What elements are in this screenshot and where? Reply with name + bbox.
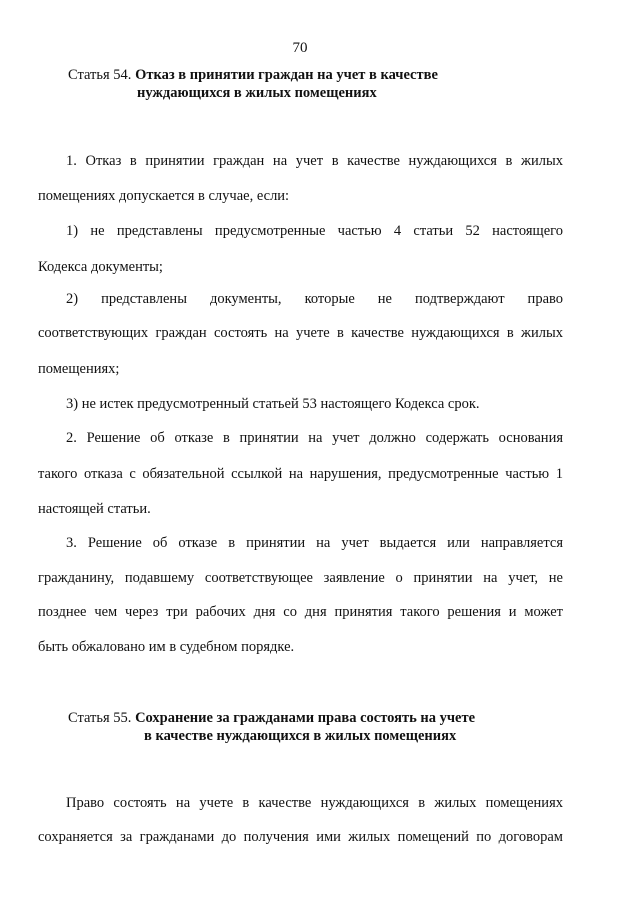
article-55-heading [68, 709, 475, 745]
article-55-title-line2: в качестве нуждающихся в жилых помещениях [144, 728, 457, 744]
item-2-line-3: помещениях; [38, 361, 120, 377]
paragraph-1-line-1: 1. Отказ в принятии граждан на учет в качестве нуждающихся в жилых [66, 153, 563, 169]
item-1-line-2: Кодекса документы; [38, 259, 163, 275]
item-2-line-1: 2) представлены документы, которые не подтверждают право [66, 291, 563, 307]
paragraph-2-line-3: настоящей статьи. [38, 501, 151, 517]
article-55-title-line1: Сохранение за гражданами права состоять на учете [135, 710, 476, 726]
article-54-title-line2: нуждающихся в жилых помещениях [137, 85, 377, 101]
paragraph-3-line-4: быть обжаловано им в судебном порядке. [38, 639, 295, 655]
item-2-line-2: соответствующих граждан состоять на учете в качестве нуждающихся в жилых [38, 325, 563, 341]
article-54-title-line1: Отказ в принятии граждан на учет в качестве [135, 67, 438, 83]
page-number: 70 [292, 40, 308, 56]
paragraph-3-line-1: 3. Решение об отказе в принятии на учет выдается или направляется [66, 535, 563, 551]
paragraph-3-line-3: позднее чем через три рабочих дня со дня принятия такого решения и может [38, 604, 563, 620]
paragraph-2-line-2: такого отказа с обязательной ссылкой на нарушения, предусмотренные частью 1 [38, 466, 563, 482]
item-1-line-1: 1) не представлены предусмотренные частью 4 статьи 52 настоящего [66, 223, 563, 239]
paragraph-4-line-2: сохраняется за гражданами до получения ими жилых помещений по договорам [38, 829, 563, 845]
paragraph-4-line-1: Право состоять на учете в качестве нуждающихся в жилых помещениях [66, 795, 563, 811]
paragraph-1-line-2: помещениях допускается в случае, если: [38, 188, 290, 204]
item-3-line-1: 3) не истек предусмотренный статьей 53 настоящего Кодекса срок. [66, 396, 480, 412]
article-54-heading [68, 66, 438, 102]
article-55-number: Статья 55. [68, 710, 132, 726]
paragraph-2-line-1: 2. Решение об отказе в принятии на учет должно содержать основания [66, 430, 563, 446]
paragraph-3-line-2: гражданину, подавшему соответствующее заявление о принятии на учет, не [38, 570, 563, 586]
article-54-number: Статья 54. [68, 67, 132, 83]
